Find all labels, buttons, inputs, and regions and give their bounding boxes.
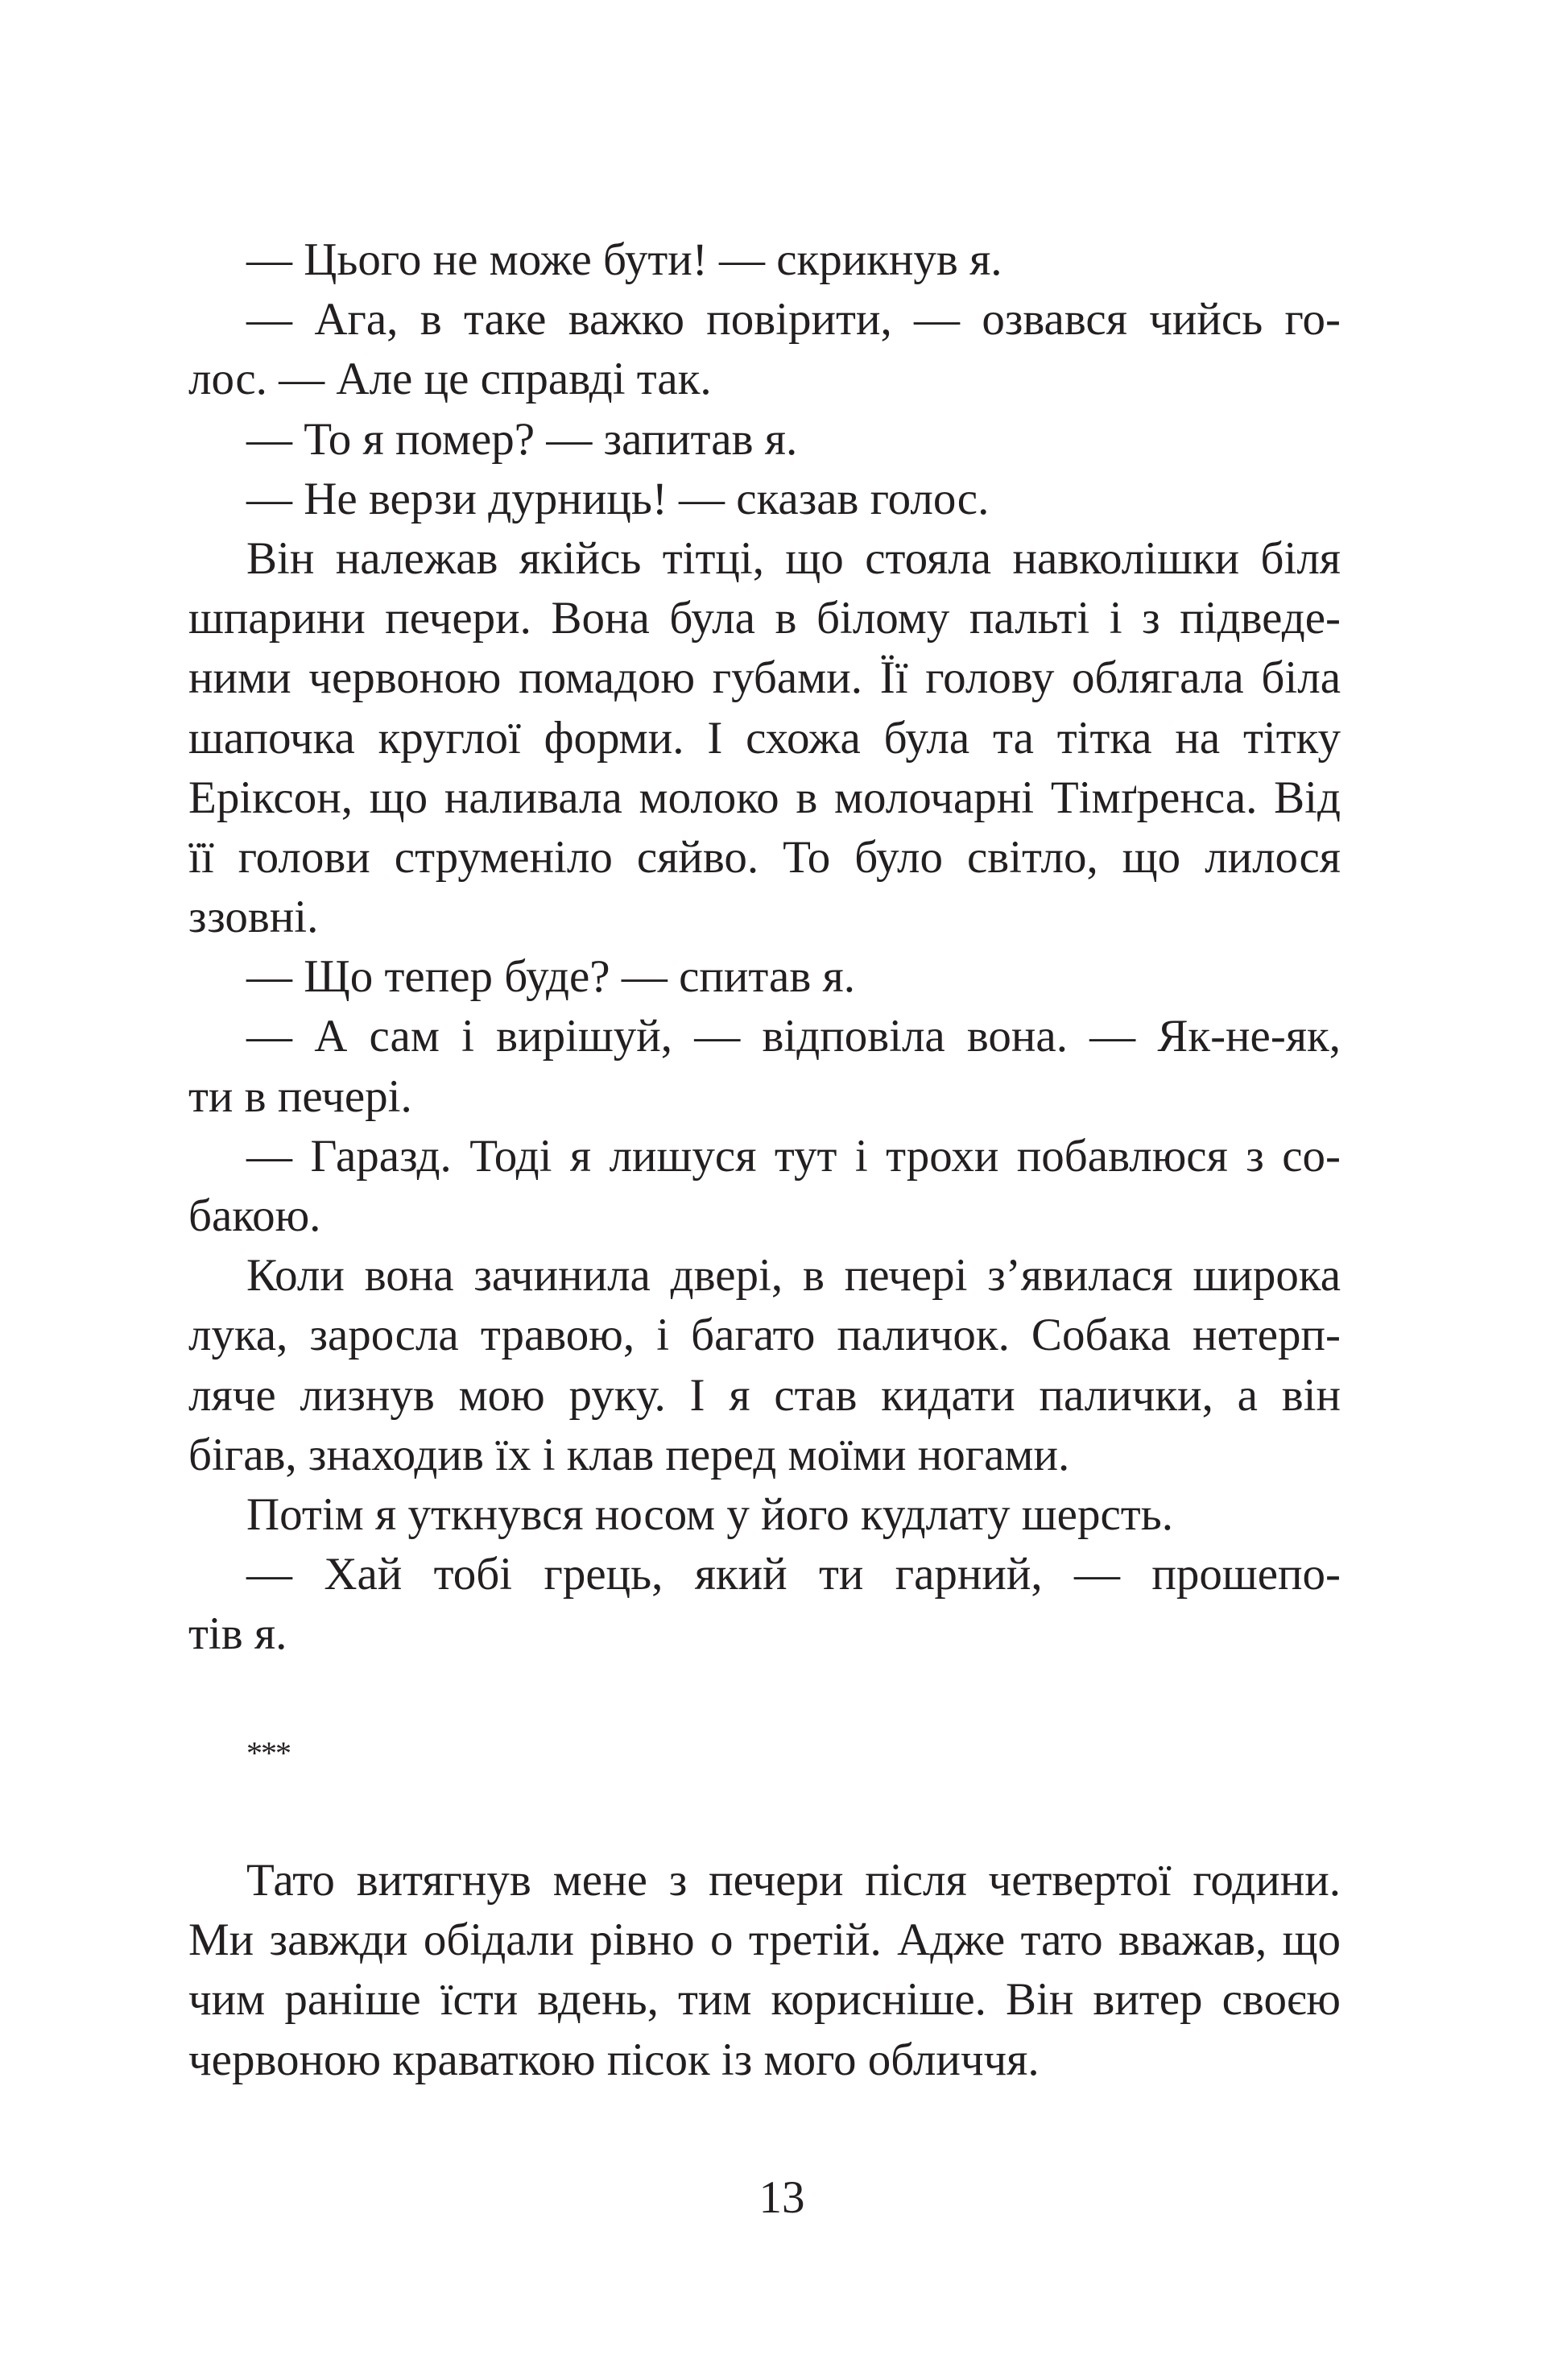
text-line: Еріксон, що наливала молоко в молочарні Тімґренса. Від — [188, 772, 1341, 823]
page-number: 13 — [759, 2172, 805, 2223]
text-section-2 — [188, 1851, 1341, 2090]
text-line: чим раніше їсти вдень, тим корисніше. Він витер своєю — [188, 1974, 1341, 2026]
text-line: — А сам і вирішуй, — відповіла вона. — Як-не-як, — [246, 1011, 1341, 1062]
text-line: — Ага, в таке важко повірити, — озвався чийсь го- — [246, 294, 1341, 346]
text-line: Коли вона зачинила двері, в печері з’явилася широка — [246, 1250, 1341, 1302]
text-line: Ми завжди обідали рівно о третій. Адже тато вважав, що — [188, 1914, 1341, 1966]
paragraph — [188, 1485, 1341, 1545]
text-line: — Не верзи дурниць! — сказав голос. — [246, 473, 990, 524]
text-line: — То я помер? — запитав я. — [246, 413, 798, 465]
text-line: Потім я уткнувся носом у його кудлату шерсть. — [246, 1488, 1173, 1540]
text-line: її голови струменіло сяйво. То було світло, що лилося — [188, 831, 1341, 883]
paragraph — [188, 1127, 1341, 1246]
text-line: ти в печері. — [188, 1070, 412, 1122]
paragraph — [188, 290, 1341, 409]
text-line: — Гаразд. Тоді я лишуся тут і трохи побавлюся з со- — [246, 1130, 1341, 1182]
text-line: бакою. — [188, 1190, 321, 1241]
paragraph — [188, 230, 1341, 290]
text-line: Тато витягнув мене з печери після четвертої години. — [246, 1855, 1341, 1906]
paragraph — [188, 529, 1341, 947]
text-line: бігав, знаходив їх і клав перед моїми ногами. — [188, 1429, 1070, 1480]
text-line: шапочка круглої форми. І схожа була та тітка на тітку — [188, 712, 1341, 764]
section-separator: *** — [246, 1735, 290, 1771]
paragraph — [188, 947, 1341, 1007]
paragraph — [188, 470, 1341, 529]
text-line: ззовні. — [188, 892, 319, 943]
text-section-1 — [188, 230, 1341, 1665]
text-line: шпарини печери. Вона була в білому пальті і з підведе- — [188, 593, 1341, 644]
text-line: лука, заросла травою, і багато паличок. Собака нетерп- — [188, 1310, 1341, 1361]
text-line: ляче лизнув мою руку. І я став кидати палички, а він — [188, 1369, 1341, 1421]
text-line: червоною краваткою пісок із мого обличчя. — [188, 2034, 1040, 2085]
text-line: — Що тепер буде? — спитав я. — [246, 951, 855, 1003]
text-line: — Цього не може бути! — скрикнув я. — [246, 234, 1002, 285]
text-line: ними червоною помадою губами. Її голову облягала біла — [188, 652, 1341, 704]
paragraph — [188, 1545, 1341, 1664]
text-line: — Хай тобі грець, який ти гарний, — прошепо- — [246, 1549, 1341, 1600]
paragraph — [188, 1246, 1341, 1485]
paragraph — [188, 1007, 1341, 1126]
text-line: лос. — Але це справді так. — [188, 354, 712, 405]
paragraph — [188, 410, 1341, 470]
paragraph — [188, 1851, 1341, 2090]
text-line: Він належав якійсь тітці, що стояла навколішки біля — [246, 532, 1341, 584]
text-line: тів я. — [188, 1608, 287, 1660]
